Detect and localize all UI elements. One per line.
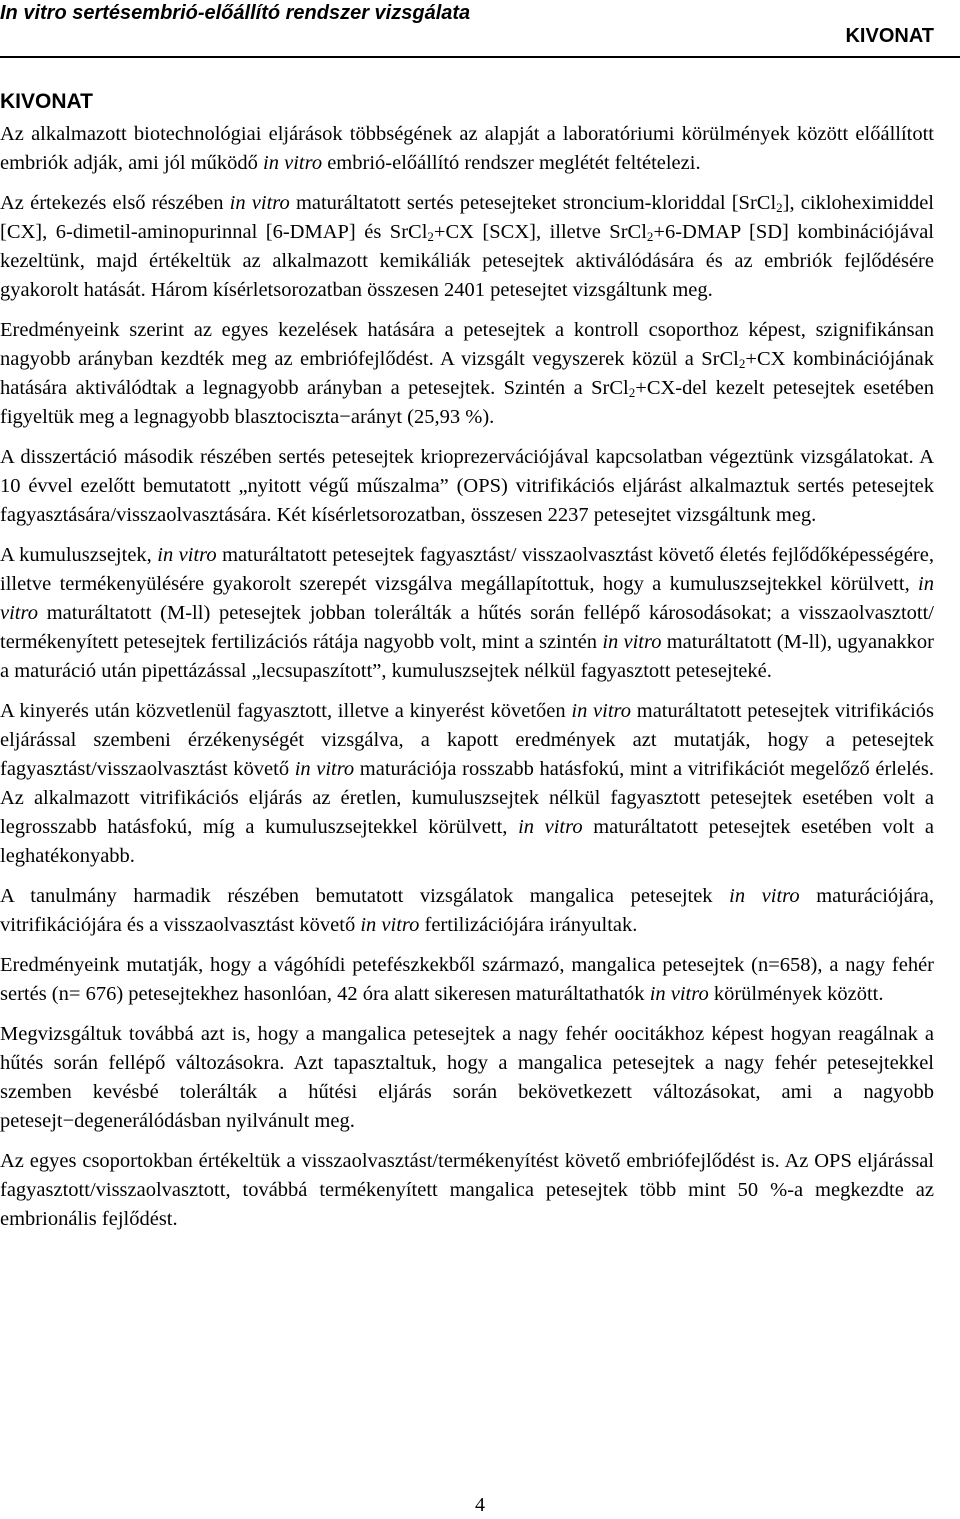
running-title-italic: In vitro <box>0 2 67 24</box>
italic-term: in vitro <box>229 192 290 214</box>
italic-term: in vitro <box>602 631 662 653</box>
text-run: maturáltatott (M-ll), ugyanakkor a maturáció után pipettázással „lecsupaszított”, kumuluszsejtek nélkül fagyasztott petesejteké. <box>0 631 934 682</box>
text-run: Az egyes csoportokban értékeltük a visszaolvasztást/termékenyítést követő embriófejlődést is. Az OPS eljárással fagyasztott/visszaolvasztott, továbbá termékenyített mangalica petesejtek több mint 50 %-a megkezdte az embrionális fejlődést. <box>0 1150 934 1230</box>
paragraph <box>0 697 934 871</box>
paragraph <box>0 882 934 940</box>
subscript: 2 <box>646 229 654 244</box>
text-run: embrió-előállító rendszer meglétét feltételezi. <box>322 152 701 174</box>
text-run: maturáltatott petesejtek esetében volt a leghatékonyabb. <box>0 816 934 867</box>
text-run: A tanulmány harmadik részében bemutatott vizsgálatok mangalica petesejtek <box>0 885 730 907</box>
section-heading: KIVONAT <box>0 90 93 113</box>
text-run: Az értekezés első részében <box>0 192 230 214</box>
text-run: maturáltatott sertés petesejteket stroncium-kloriddal [SrCl <box>289 192 777 214</box>
italic-term: in vitro <box>263 152 323 174</box>
text-run: A disszertáció második részében sertés petesejtek krioprezervációjával kapcsolatban végeztünk vizsgálatokat. A 10 évvel ezelőtt bemutatott „nyitott végű műszalma” (OPS) vitrifikációs eljárást alkalmaztuk sertés petesejtek fagyasztására/visszaolvasztására. Két kísérletsorozatban, összesen 2237 petesejtet vizsgáltunk meg. <box>0 446 934 526</box>
paragraph <box>0 443 934 530</box>
paragraph <box>0 189 934 305</box>
italic-term: in vitro <box>649 983 709 1005</box>
italic-term: in vitro <box>518 816 583 838</box>
paragraph <box>0 951 934 1009</box>
document-body <box>0 88 934 1245</box>
running-title <box>0 2 470 25</box>
italic-term: in vitro <box>571 700 632 722</box>
text-run: Megvizsgáltuk továbbá azt is, hogy a mangalica petesejtek a nagy fehér oocitákhoz képest hogyan reagálnak a hűtés során fellépő változásokra. Azt tapasztaltuk, hogy a mangalica petesejtek a nagy fehér petesejtekkel szemben kevésbé tolerálták a hűtési eljárás során bekövetkezett változásokat, ami a nagyobb petesejt−degenerálódásban nyilvánult meg. <box>0 1023 934 1132</box>
subscript: 2 <box>776 200 783 215</box>
text-run: A kumuluszsejtek, <box>0 544 158 566</box>
paragraph <box>0 541 934 686</box>
text-run: maturáltatott (M-ll) petesejtek jobban tolerálták a hűtés során fellépő károsodásokat; a visszaolvasztott/ termékenyített petesejtek fertilizációs rátája nagyobb volt, mint a szintén <box>0 602 934 653</box>
page-number: 4 <box>475 1494 485 1516</box>
header-rule <box>0 56 960 58</box>
text-run: Az alkalmazott biotechnológiai eljárások többségének az alapját a laboratóriumi körülmények között előállított embriók adják, ami jól működő <box>0 123 934 174</box>
text-run: maturációja rosszabb hatásfokú, mint a vitrifikációt megelőző érlelés. Az alkalmazott vitrifikációs eljárás az éretlen, kumuluszsejtek nélkül fagyasztott petesejtek esetében volt a legrosszabb hatásfokú, míg a kumuluszsejtekkel körülvett, <box>0 758 934 838</box>
text-run: +6-DMAP [SD] kombinációjával kezeltünk, majd értékeltük az alkalmazott kemikáliák petesejtek aktiválódására és az embriók fejlődésére gyakorolt hatását. Három kísérletsorozatban összesen 2401 petesejtet vizsgáltunk meg. <box>0 221 934 301</box>
italic-term: in vitro <box>0 573 934 624</box>
text-run: Eredményeink szerint az egyes kezelések hatására a petesejtek a kontroll csoporthoz képest, szignifikánsan nagyobb arányban kezdték meg az embriófejlődést. A vizsgált vegyszerek közül a SrCl <box>0 319 934 370</box>
paragraph <box>0 120 934 178</box>
text-run: Eredményeink mutatják, hogy a vágóhídi petefészkekből származó, mangalica petesejtek (n=658), a nagy fehér sertés (n= 676) petesejtekhez hasonlóan, 42 óra alatt sikeresen maturáltathatók <box>0 954 934 1005</box>
running-section: KIVONAT <box>845 25 934 47</box>
subscript: 2 <box>738 356 746 371</box>
subscript: 2 <box>427 229 434 244</box>
text-run: +CX kombinációjának hatására aktiválódtak a legnagyobb arányban a petesejtek. Szintén a SrCl <box>0 348 935 399</box>
italic-term: in vitro <box>157 544 217 566</box>
running-title-rest: sertésembrió-előállító rendszer vizsgálata <box>66 2 471 24</box>
italic-term: in vitro <box>729 885 800 907</box>
text-run: +CX [SCX], illetve SrCl <box>433 221 647 243</box>
paragraph <box>0 316 934 432</box>
page-header <box>0 0 960 58</box>
text-run: ], cikloheximiddel [CX], 6-dimetil-aminopurinnal [6-DMAP] és SrCl <box>0 192 935 243</box>
text-run: körülmények között. <box>708 983 884 1005</box>
paragraph <box>0 1147 934 1234</box>
subscript: 2 <box>628 385 636 400</box>
italic-term: in vitro <box>294 758 355 780</box>
text-run: maturáltatott petesejtek vitrifikációs eljárással szembeni érzékenységét vizsgálva, a kapott eredmények azt mutatják, hogy a petesejtek fagyasztást/visszaolvasztást követő <box>0 700 934 780</box>
paragraph <box>0 1020 934 1136</box>
text-run: maturáltatott petesejtek fagyasztást/ visszaolvasztást követő életés fejlődőképességére, illetve termékenyülésére gyakorolt szerepét vizsgálva megállapítottuk, hogy a kumuluszsejtekkel körülvett, <box>0 544 934 595</box>
text-run: maturációjára, vitrifikációjára és a visszaolvasztást követő <box>0 885 935 936</box>
italic-term: in vitro <box>360 914 420 936</box>
text-run: +CX-del kezelt petesejtek esetében figyeltük meg a legnagyobb blasztociszta−arányt (25,93 %). <box>0 377 934 428</box>
text-run: A kinyerés után közvetlenül fagyasztott, illetve a kinyerést követően <box>0 700 572 722</box>
text-run: fertilizációjára irányultak. <box>419 914 638 936</box>
paragraph-list <box>0 120 934 1234</box>
